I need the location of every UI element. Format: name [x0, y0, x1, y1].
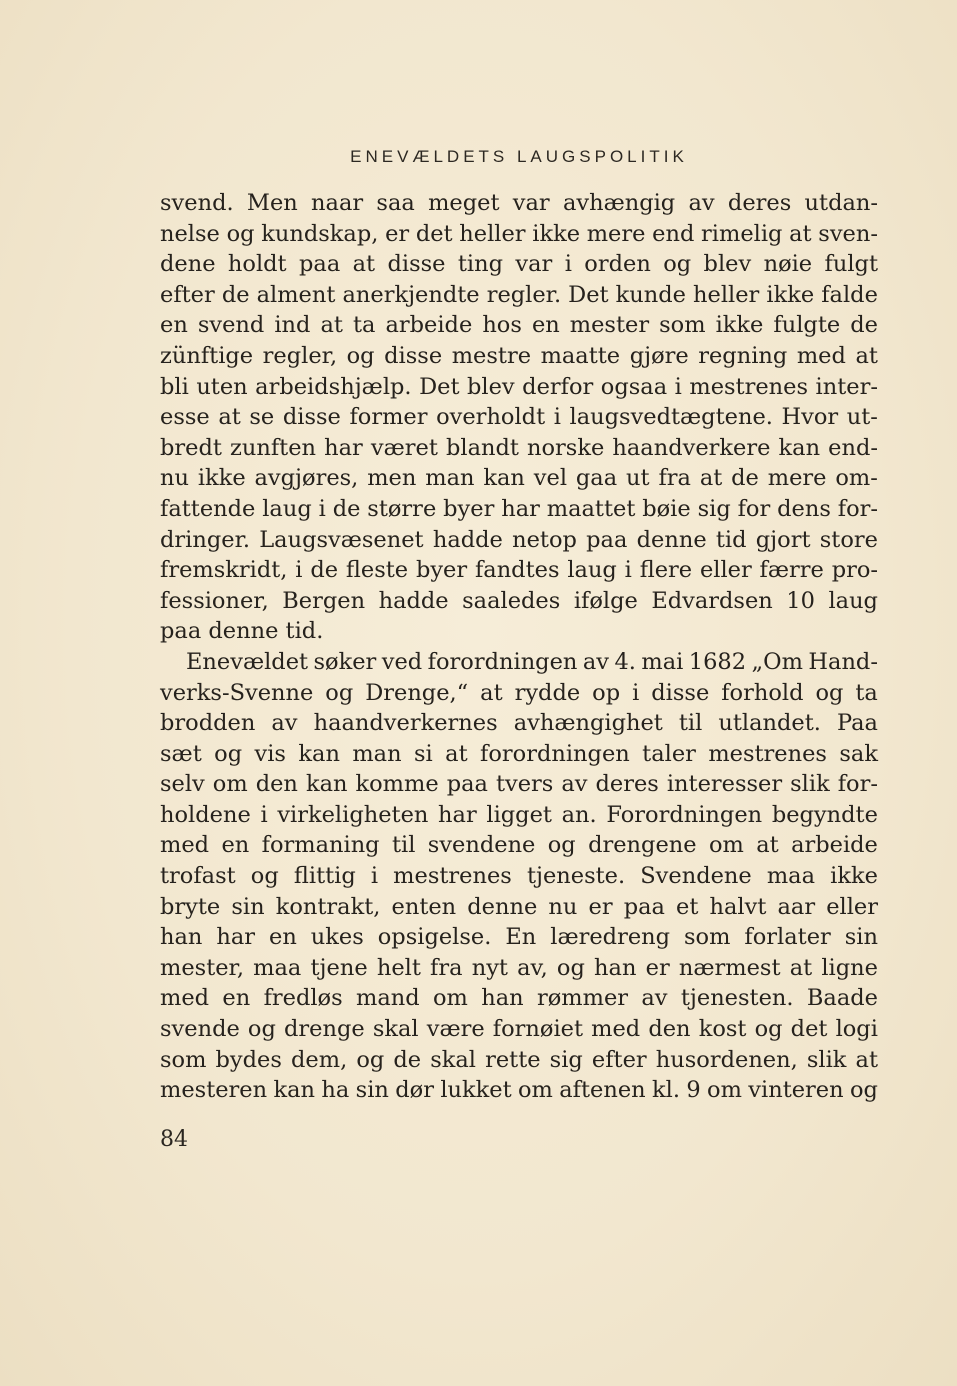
text-line: trofast og flittig i mestrenes tjeneste. Svendene maa ikke: [160, 863, 878, 890]
text-line: bli uten arbeidshjælp. Det blev derfor ogsaa i mestrenes inter-: [160, 373, 878, 400]
text-line: mesteren kan ha sin dør lukket om aftenen kl. 9 om vinteren og: [160, 1077, 878, 1104]
body-text: [160, 188, 878, 1106]
text-line: som bydes dem, og de skal rette sig efter husordenen, slik at: [160, 1046, 878, 1073]
text-line: holdene i virkeligheten har ligget an. Forordningen begyndte: [160, 801, 878, 828]
text-line: fattende laug i de større byer har maattet bøie sig for dens for-: [160, 495, 878, 522]
text-line: mester, maa tjene helt fra nyt av, og han er nærmest at ligne: [160, 954, 878, 981]
text-line: sæt og vis kan man si at forordningen taler mestrenes sak: [160, 740, 878, 767]
text-line: esse at se disse former overholdt i laugsvedtægtene. Hvor ut-: [160, 404, 878, 431]
text-line: med en fredløs mand om han rømmer av tjenesten. Baade: [160, 985, 878, 1012]
text-line: brodden av haandverkernes avhængighet til utlandet. Paa: [160, 710, 878, 737]
text-line: selv om den kan komme paa tvers av deres interesser slik for-: [160, 771, 878, 798]
text-line: paa denne tid.: [160, 618, 324, 645]
text-line: dene holdt paa at disse ting var i orden og blev nøie fulgt: [160, 251, 878, 278]
text-line: en svend ind at ta arbeide hos en mester som ikke fulgte de: [160, 312, 878, 339]
text-line: han har en ukes opsigelse. En læredreng som forlater sin: [160, 924, 878, 951]
page-number: 84: [160, 1127, 188, 1152]
text-line: Enevældet søker ved forordningen av 4. mai 1682 „Om Hand-: [186, 648, 878, 675]
running-head: ENEVÆLDETS LAUGSPOLITIK: [350, 147, 688, 166]
text-line: nelse og kundskap, er det heller ikke mere end rimelig at sven-: [160, 220, 878, 247]
text-line: bryte sin kontrakt, enten denne nu er paa et halvt aar eller: [160, 893, 878, 920]
text-line: dringer. Laugsvæsenet hadde netop paa denne tid gjort store: [160, 526, 878, 553]
text-line: efter de alment anerkjendte regler. Det kunde heller ikke falde: [160, 281, 878, 308]
text-line: svend. Men naar saa meget var avhængig av deres utdan-: [160, 190, 878, 216]
paragraph-2: [160, 647, 878, 1106]
text-line: bredt zunften har været blandt norske haandverkere kan end-: [160, 434, 878, 461]
text-line: verks-Svenne og Drenge,“ at rydde op i disse forhold og ta: [160, 679, 878, 706]
text-line: nu ikke avgjøres, men man kan vel gaa ut fra at de mere om-: [160, 465, 878, 492]
text-line: zünftige regler, og disse mestre maatte gjøre regning med at: [160, 342, 878, 369]
paragraph-1: [160, 188, 878, 647]
text-line: fremskridt, i de fleste byer fandtes laug i flere eller færre pro-: [160, 557, 878, 584]
text-line: fessioner, Bergen hadde saaledes ifølge Edvardsen 10 laug: [160, 587, 878, 614]
text-line: svende og drenge skal være fornøiet med den kost og det logi: [160, 1016, 878, 1043]
text-line: med en formaning til svendene og drengene om at arbeide: [160, 832, 878, 859]
